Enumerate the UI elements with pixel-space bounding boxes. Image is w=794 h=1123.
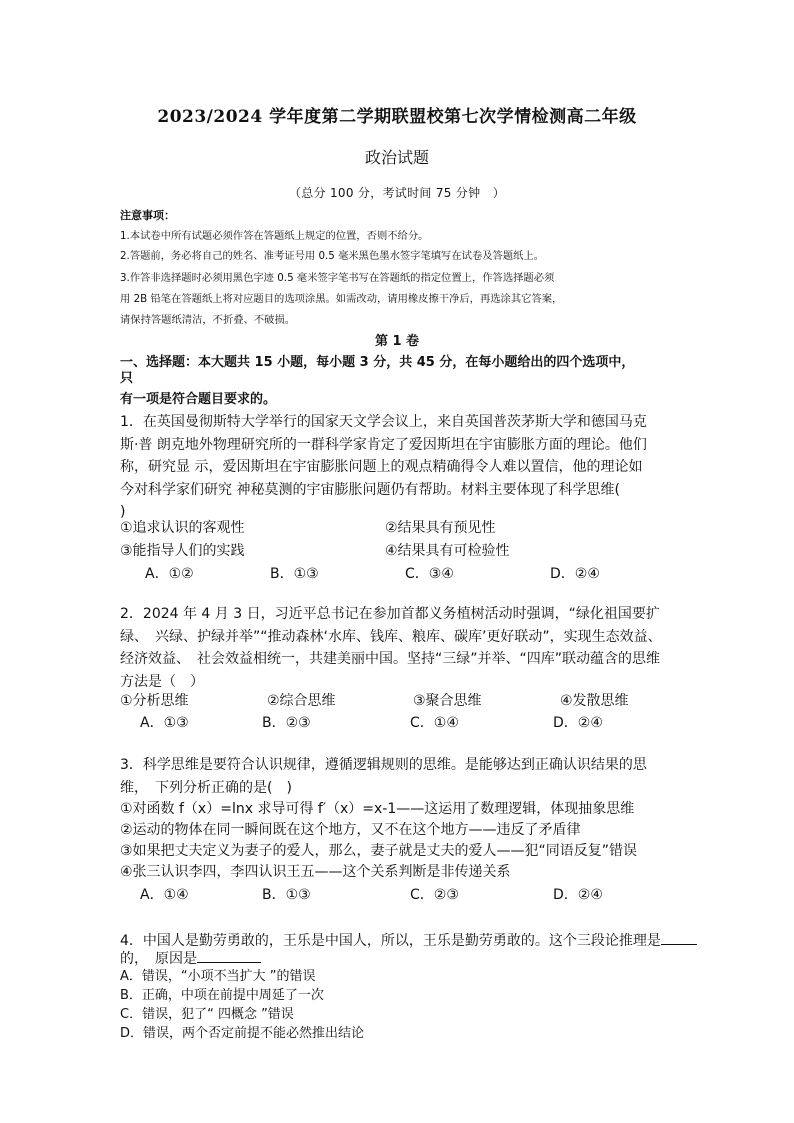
notice-item: 请保持答题纸清洁，不折叠、不破损。 (120, 314, 296, 326)
q2-option-3: ③聚合思维 (413, 693, 482, 709)
notice-item: 2.答题前，务必将自己的姓名、准考证号用 0.5 毫米黑色墨水签字笔填写在试卷及答题纸上。 (120, 250, 545, 262)
choice-b[interactable]: B．①③ (270, 566, 319, 582)
notice-item: 1.本试卷中所有试题必须作答在答题纸上规定的位置，否则不给分。 (120, 230, 429, 242)
choice-a[interactable]: A．①② (145, 566, 194, 582)
q1-option-2: ②结果具有预见性 (385, 520, 496, 536)
section-heading: 一、选择题：本大题共 15 小题，每小题 3 分，共 45 分，在每小题给出的四个选项中， (120, 355, 635, 370)
choice-c[interactable]: C．②③ (410, 887, 459, 903)
choice-d[interactable]: D．②④ (550, 566, 600, 582)
choice-d[interactable]: D．②④ (553, 715, 603, 731)
choice-b[interactable]: B．②③ (262, 715, 311, 731)
q3-item-1: ①对函数 f（x）=lnx 求导可得 f′（x）=x-1——这运用了数理逻辑，体现抽象思维 (120, 801, 635, 817)
exam-title: 2023/2024 学年度第二学期联盟校第七次学情检测高二年级 (157, 107, 637, 127)
q4-option-d[interactable]: D．错误，两个否定前提不能必然推出结论 (120, 1026, 365, 1041)
notice-item: 用 2B 铅笔在答题纸上将对应题目的选项涂黑。如需改动，请用橡皮擦干净后，再选涂其它答案， (120, 293, 563, 305)
notice-item: 3.作答非选择题时必须用黑色字迹 0.5 毫米签字笔书写在答题纸的指定位置上，作答选择题必须 (120, 272, 555, 284)
q3-item-2: ②运动的物体在同一瞬间既在这个地方，又不在这个地方——违反了矛盾律 (120, 822, 581, 838)
question-1-stem: 1．在英国曼彻斯特大学举行的国家天文学会议上，来自英国普茨茅斯大学和德国马克 斯·普 朗克地外物理研究所的一群科学家肯定了爱因斯坦在宇宙膨胀方面的理论。他们 称，研究显 示，爱因斯坦在宇宙膨胀问题上的观点精确得令人难以置信，他的理论如 今对科学家们研究 神秘莫测的宇宙膨胀问题仍有帮助。材料主要体现了科学思维( ) (120, 414, 647, 520)
q2-option-4: ④发散思维 (560, 693, 629, 709)
choice-d[interactable]: D．②④ (553, 887, 603, 903)
exam-info: （总分 100 分，考试时间 75 分钟 ） (288, 186, 506, 200)
choice-c[interactable]: C．①④ (410, 715, 459, 731)
question-2-stem: 2．2024 年 4 月 3 日，习近平总书记在参加首都义务植树活动时强调，“绿化祖国要扩 绿、 兴绿、护绿并举”“推动森林‘水库、钱库、粮库、碳库’更好联动”，实现生态效益、 经济效益、 社会效益相统一，共建美丽中国。坚持“三绿”并举、“四库”联动蕴含的思维 方法是（ ） (120, 606, 662, 690)
choice-b[interactable]: B．①③ (262, 887, 311, 903)
choice-c[interactable]: C．③④ (405, 566, 454, 582)
subject-title: 政治试题 (364, 148, 429, 167)
q2-option-2: ②综合思维 (267, 693, 336, 709)
answer-blank[interactable] (197, 948, 261, 963)
question-4-stem: 4．中国人是勤劳勇敢的，王乐是中国人，所以，王乐是勤劳勇敢的。这个三段论推理是 (120, 930, 697, 950)
section-heading: 有一项是符合题目要求的。 (120, 392, 277, 407)
q1-option-4: ④结果具有可检验性 (385, 543, 510, 559)
q2-options (120, 690, 680, 712)
q3-item-4: ④张三认识李四，李四认识王五——这个关系判断是非传递关系 (120, 864, 511, 880)
q1-option-1: ①追求认识的客观性 (120, 520, 245, 536)
section-heading: 只 (120, 371, 134, 386)
question-4-stem-line2: 的， 原因是 (120, 948, 261, 968)
q2-option-1: ①分析思维 (120, 693, 189, 709)
notice-heading: 注意事项： (120, 209, 175, 222)
q3-item-3: ③如果把丈夫定义为妻子的爱人，那么，妻子就是丈夫的爱人——犯“同语反复”错误 (120, 843, 638, 859)
choice-a[interactable]: A．①④ (140, 887, 189, 903)
q4-option-b[interactable]: B．正确，中项在前提中周延了一次 (120, 988, 324, 1003)
answer-blank[interactable] (661, 930, 697, 945)
q4-option-a[interactable]: A．错误，“小项不当扩大 ”的错误 (120, 969, 316, 984)
choice-a[interactable]: A．①③ (140, 715, 189, 731)
question-3-stem: 3．科学思维是要符合认识规律，遵循逻辑规则的思维。是能够达到正确认识结果的思 维， 下列分析正确的是( ) (120, 757, 647, 796)
q1-option-3: ③能指导人们的实践 (120, 543, 245, 559)
volume-title: 第 1 卷 (374, 334, 420, 349)
q4-option-c[interactable]: C．错误，犯了“ 四概念 ”错误 (120, 1007, 294, 1022)
